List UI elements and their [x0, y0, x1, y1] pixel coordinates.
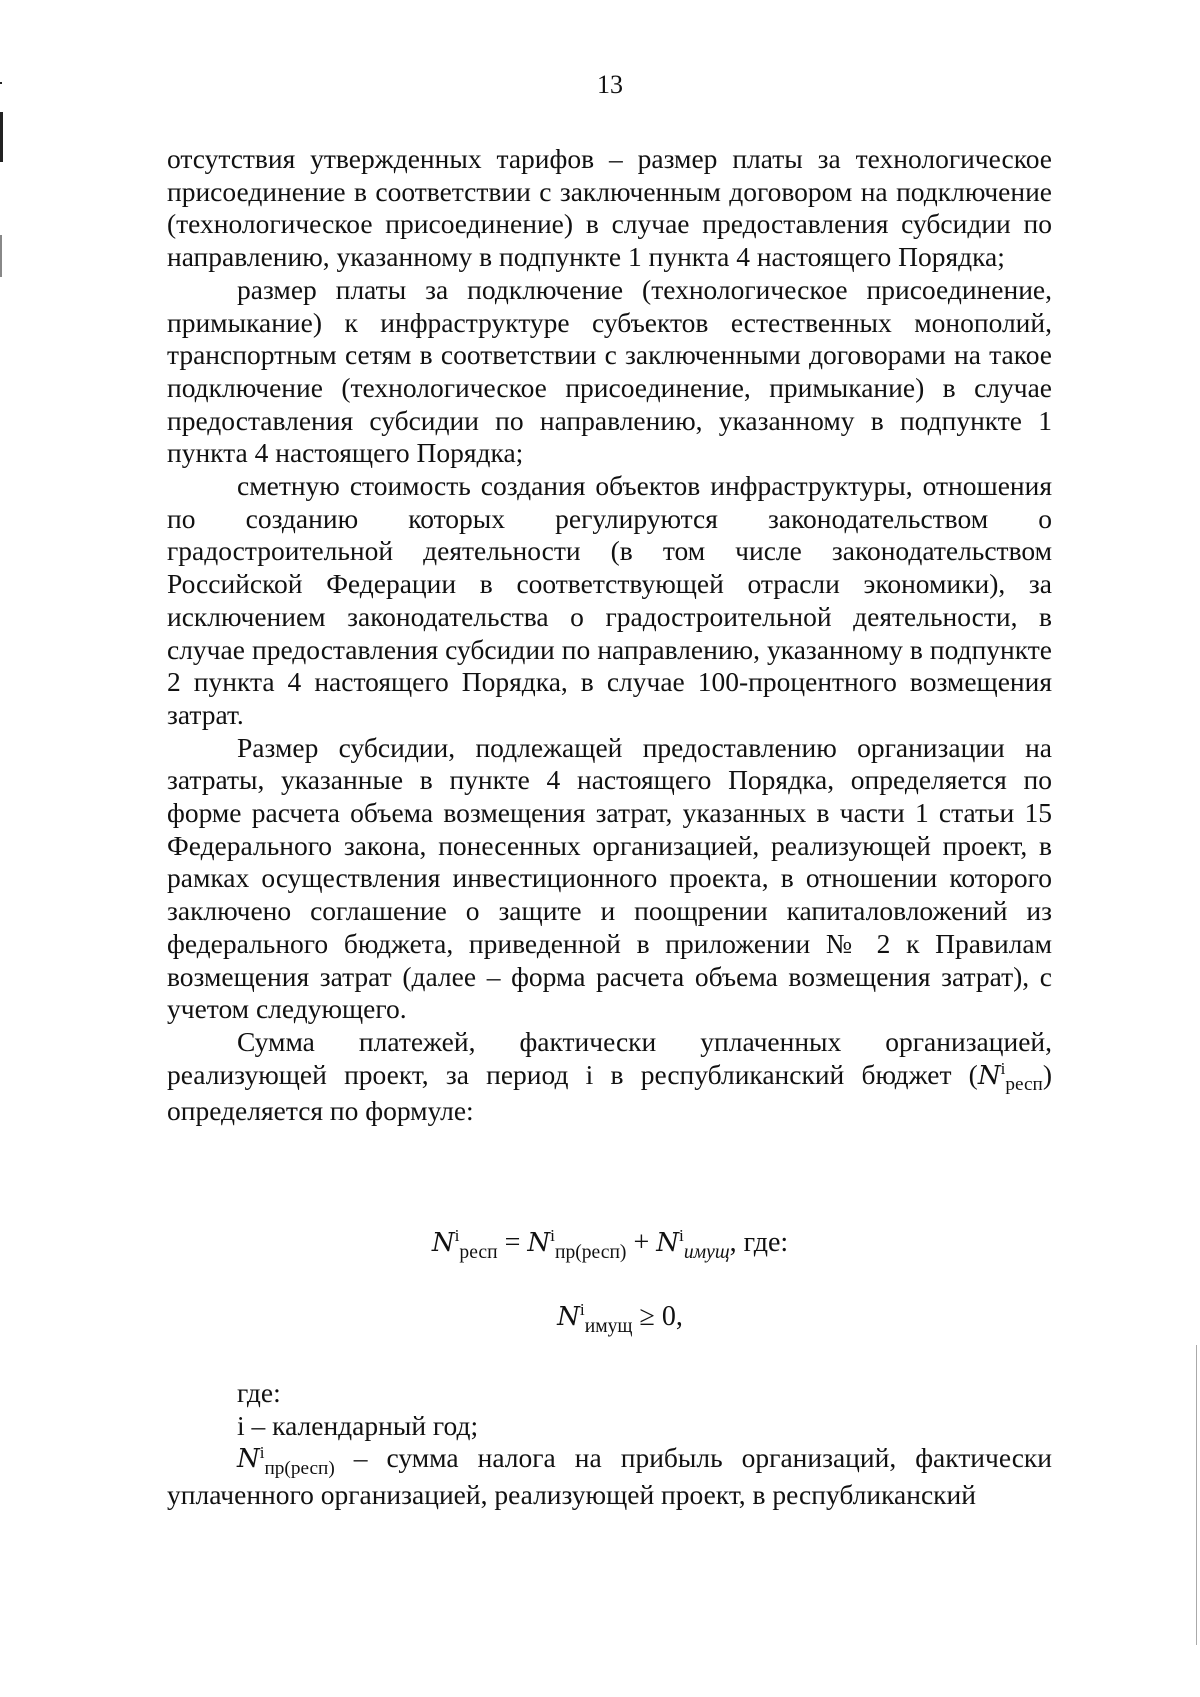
formula2-sup: i [579, 1300, 585, 1320]
formula-tail: , где: [729, 1227, 789, 1258]
formula-lhs-symbol: N [431, 1228, 455, 1258]
scan-mark-right-1 [1196, 1345, 1197, 1645]
formula-equals: = [497, 1227, 528, 1258]
formula-t1-sub: пр(респ) [554, 1241, 627, 1263]
scan-mark-left-2 [0, 112, 3, 162]
paragraph-5 [167, 1026, 1052, 1128]
formula-condition [0, 1300, 1200, 1337]
paragraph-1: отсутствия утвержденных тарифов – размер платы за технологическое присоединение в соответствии с заключенным договором на подключение (технологическое присоединение) в случае предоставления субсидии по направлению, указанному в подпункте 1 пункта 4 настоящего Порядка; [167, 143, 1052, 273]
formula-t2-sub: имущ [683, 1241, 730, 1263]
formula-t2-sup: i [679, 1226, 684, 1246]
paragraph-3: сметную стоимость создания объектов инфраструктуры, отношения по созданию которых регулируются законодательством о градостроительной деятельности (в том числе законодательством Российской Федерации в соответствующей отрасли экономики), за исключением законодательства о градостроительной деятельности, в случае предоставления субсидии по направлению, указанному в подпункте 2 пункта 4 настоящего Порядка, в случае 100-процентного возмещения затрат. [167, 470, 1052, 730]
scan-mark-left-3 [0, 235, 2, 277]
page-number: 13 [597, 70, 623, 99]
formula-t1-symbol: N [527, 1228, 551, 1258]
formula2-sub: имущ [584, 1315, 633, 1337]
n-resp-sub: респ [1005, 1074, 1043, 1096]
formula-main [0, 1226, 1200, 1263]
definition-i: i – календарный год; [237, 1409, 479, 1441]
definition-where: где: [237, 1377, 281, 1408]
n-resp-sup: i [1000, 1059, 1006, 1079]
definition-npr [167, 1442, 1052, 1511]
definitions [167, 1377, 1052, 1511]
formula2-tail: ≥ 0, [632, 1301, 683, 1332]
npr-sub: пр(респ) [264, 1457, 335, 1479]
n-resp-symbol: N [977, 1060, 1001, 1091]
npr-text: – сумма налога на прибыль организаций, фактически уплаченного организацией, реализующей проект, в республиканский [167, 1442, 1052, 1510]
formula2-symbol: N [557, 1302, 580, 1332]
npr-sup: i [259, 1442, 265, 1462]
formula-plus: + [626, 1227, 657, 1258]
npr-symbol: N [237, 1444, 260, 1474]
formula-lhs-sub: респ [459, 1241, 498, 1263]
formula-t1-sup: i [550, 1226, 555, 1246]
sum-text-after: ) определяется по формуле: [167, 1058, 1052, 1127]
formula-t2-symbol: N [656, 1228, 679, 1258]
paragraph-4: Размер субсидии, подлежащей предоставлению организации на затраты, указанные в пункте 4 настоящего Порядка, определяется по форме расчета объема возмещения затрат, указанных в части 1 статьи 15 Федерального закона, понесенных организацией, реализующей проект, в рамках осуществления инвестиционного проекта, в отношении которого заключено соглашение о защите и поощрении капиталовложений из федерального бюджета, приведенной в приложении № 2 к Правилам возмещения затрат (далее – форма расчета объема возмещения затрат), с учетом следующего. [167, 731, 1052, 1025]
paragraph-2: размер платы за подключение (технологическое присоединение, примыкание) к инфраструктуре субъектов естественных монополий, транспортным сетям в соответствии с заключенными договорами на такое подключение (технологическое присоединение, примыкание) в случае предоставления субсидии по направлению, указанному в подпункте 1 пункта 4 настоящего Порядка; [167, 273, 1052, 469]
sum-text-before: Сумма платежей, фактически уплаченных организацией, реализующей проект, за период i в республиканский бюджет ( [167, 1025, 1052, 1090]
formula-lhs-sup: i [454, 1226, 460, 1246]
body-text [167, 143, 1052, 1128]
